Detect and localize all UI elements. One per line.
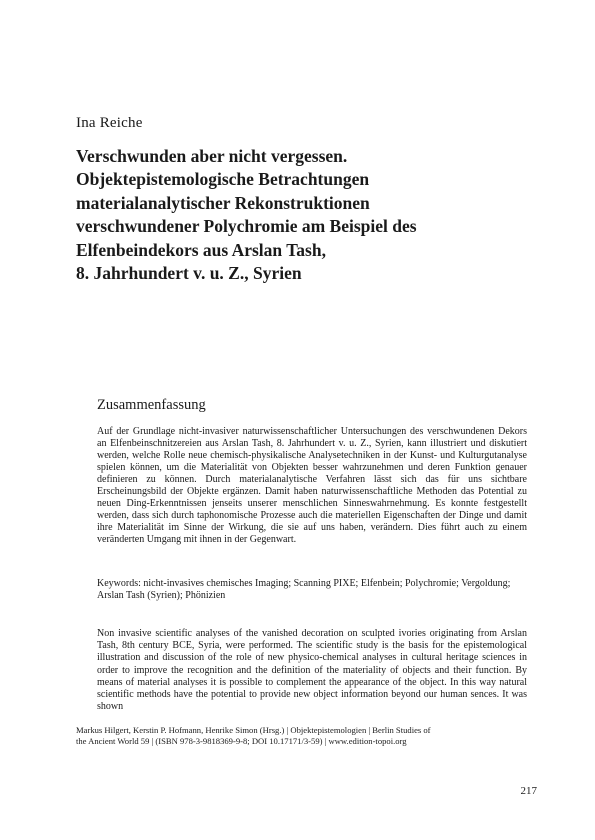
abstract-german: Auf der Grundlage nicht-invasiver naturwissenschaftlicher Untersuchungen des verschwundenen Dekors an Elfenbeinschnitzereien aus Arslan Tash, 8. Jahrhundert v. u. Z., Syrien, kann illustriert und diskutiert werden, welche Rolle neue chemisch-physikalische Analysetechniken in der Kunst- und Kulturgutanalyse spielen können, um die Materialität von Objekten besser wahrzunehmen und deren Funktion genauer definieren zu können. Durch materialanalytische Verfahren lässt sich das für uns sichtbare Erscheinungsbild der Objekte ergänzen. Damit haben naturwissenschaftliche Methoden das Potential zu neuen Ding-Erkenntnissen jenseits unserer menschlichen Sinneswahrnehmung. Es konnte festgestellt werden, dass sich durch taphonomische Prozesse auch die materiellen Eigenschaften der Dinge und damit ihre Materialität im Sinne der Wirkung, die sie auf uns haben, verändern. Dies führt auch zu einem veränderten Umgang mit ihnen in der Gegenwart.: [97, 426, 527, 546]
article-title: [76, 145, 536, 285]
title-line: Verschwunden aber nicht vergessen.: [76, 146, 348, 166]
citation-footer: [76, 725, 536, 747]
keywords: Keywords: nicht-invasives chemisches Imaging; Scanning PIXE; Elfenbein; Polychromie; Vergoldung; Arslan Tash (Syrien); Phönizien: [97, 578, 511, 602]
citation-line: Markus Hilgert, Kerstin P. Hofmann, Henrike Simon (Hrsg.) | Objektepistemologien | Berlin Studies of: [76, 725, 431, 735]
title-line: Elfenbeindekors aus Arslan Tash,: [76, 239, 326, 260]
title-line: 8. Jahrhundert v. u. Z., Syrien: [76, 263, 302, 284]
abstract-heading: Zusammenfassung: [97, 397, 206, 413]
author-name: Ina Reiche: [76, 115, 143, 131]
title-line: materialanalytischer Rekonstruktionen: [76, 192, 370, 213]
title-line: Objektepistemologische Betrachtungen: [76, 169, 370, 190]
abstract-english: Non invasive scientific analyses of the vanished decoration on sculpted ivories originating from Arslan Tash, 8th century BCE, Syria, were performed. The scientific study is the basis for the epistemological illustration and discussion of the role of new physico-chemical analyses in cultural heritage sciences in order to improve the recognition and the definition of the materiality of objects and their function. By means of material analyses it is possible to complement the appearance of the object. In this way natural scientific methods have the potential to provide new object information beyond our human sences. It was shown: [97, 628, 527, 713]
page-number: 217: [520, 785, 537, 797]
citation-line: the Ancient World 59 | (ISBN 978-3-9818369-9-8; DOI 10.17171/3-59) | www.edition-topoi.org: [76, 736, 407, 747]
title-line: verschwundener Polychromie am Beispiel des: [76, 216, 417, 237]
